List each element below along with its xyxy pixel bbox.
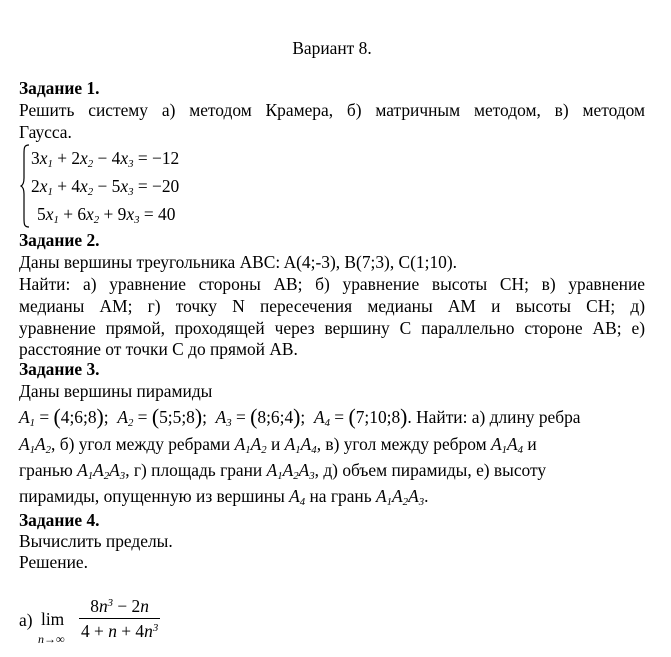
limit-item-label: а) <box>19 610 33 630</box>
task2-line4: уравнение прямой, проходящей через вершину C параллельно стороне AB; е) <box>19 318 645 338</box>
task4-line1: Вычислить пределы. <box>19 531 173 551</box>
task4-heading: Задание 4. <box>19 510 100 530</box>
task4-line2: Решение. <box>19 552 88 572</box>
fraction-denominator: $4 + n + 4n^3$ <box>81 621 159 641</box>
limit-subscript: n→∞ <box>38 632 65 646</box>
task3-vertices-line: $A_1$ = (4;6;8); $A_2$ = (5;5;8); $A_3$ = (8;6;4); $A_4$ = (7;10;8). Найти: а) длину ребра <box>19 405 581 430</box>
fraction-numerator: $8n^3 - 2n$ <box>90 596 149 616</box>
limit-fraction <box>79 596 160 642</box>
task3-heading: Задание 3. <box>19 359 100 379</box>
limit-word: lim <box>41 609 65 629</box>
equation-1: $3x_1 + 2x_2 - 4x_3 = -12$ <box>31 148 180 171</box>
task2-line2: Найти: а) уравнение стороны AB; б) уравнение высоты CH; в) уравнение <box>19 274 645 294</box>
task2-line3: медианы AM; г) точку N пересечения медианы AM и высоты CH; д) <box>19 296 645 316</box>
task3-line1: Даны вершины пирамиды <box>19 381 213 401</box>
variant-title: Вариант 8. <box>292 38 372 58</box>
task2-line1: Даны вершины треугольника ABC: A(4;-3), B(7;3), C(1;10). <box>19 252 457 272</box>
task3-line3: $A_1A_2$, б) угол между ребрами $A_1A_2$ и $A_1A_4$, в) угол между ребром $A_1A_4$ и <box>19 434 537 457</box>
task2-line5: расстояние от точки C до прямой AB. <box>19 339 298 359</box>
task2-heading: Задание 2. <box>19 230 100 250</box>
equation-system <box>19 144 259 232</box>
equation-2: $2x_1 + 4x_2 - 5x_3 = -20$ <box>31 176 180 199</box>
document-page <box>19 0 645 657</box>
task3-line5: пирамиды, опущенную из вершины $A_4$ на грань $A_1A_2A_3$. <box>19 486 429 509</box>
task1-heading: Задание 1. <box>19 78 100 98</box>
task3-line4: гранью $A_1A_2A_3$, г) площадь грани $A_1A_2A_3$, д) объем пирамиды, е) высоту <box>19 460 547 483</box>
equation-3: $5x_1 + 6x_2 + 9x_3 = 40$ <box>37 204 176 227</box>
task1-text-line2: Гаусса. <box>19 122 72 142</box>
fraction-bar <box>79 618 160 619</box>
task1-text-line1: Решить систему а) методом Крамера, б) матричным методом, в) методом <box>19 100 645 120</box>
left-brace-icon <box>20 144 30 228</box>
limit-expression <box>19 596 219 652</box>
